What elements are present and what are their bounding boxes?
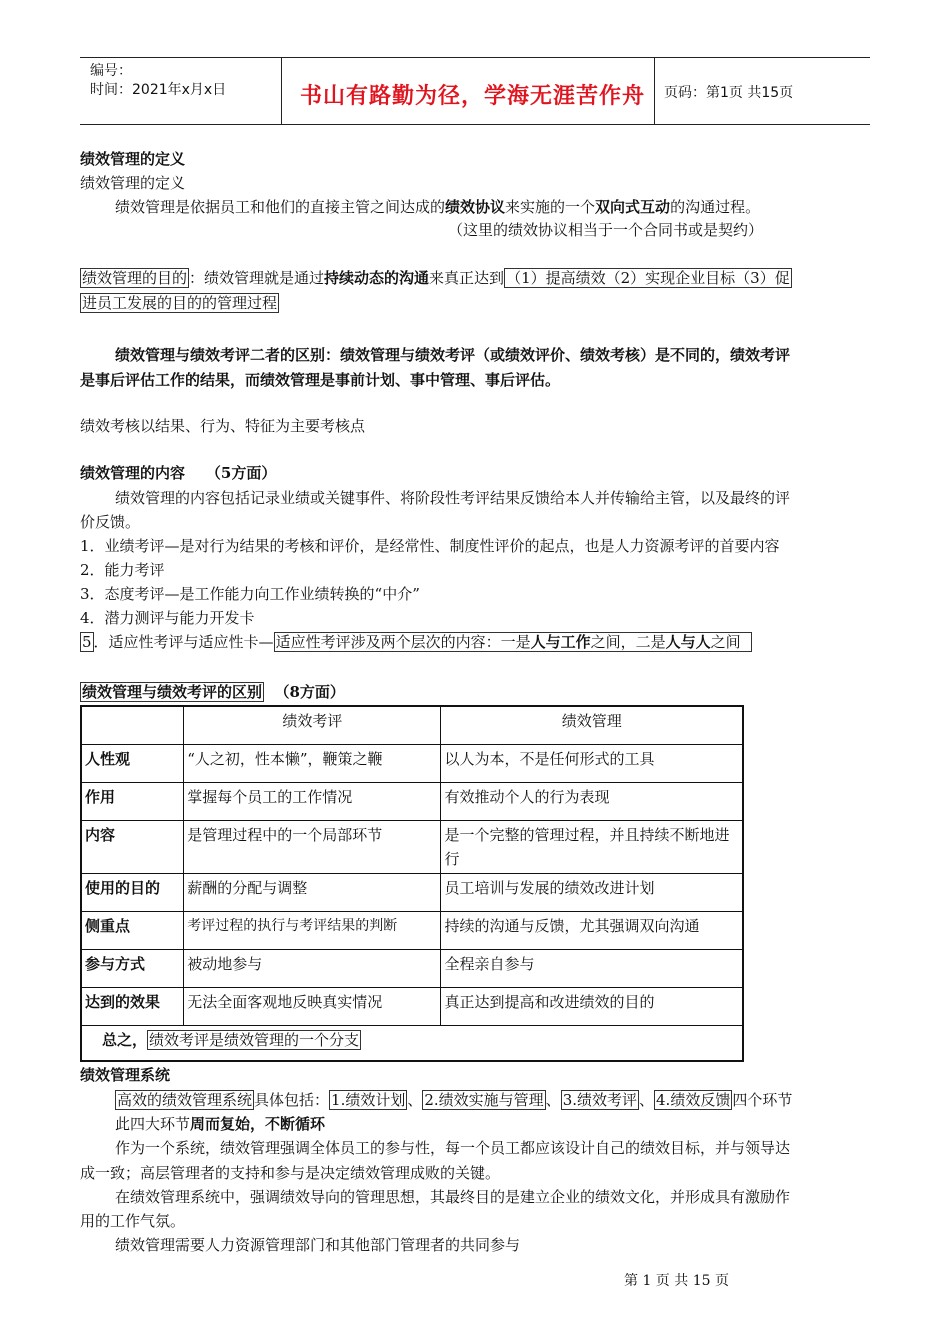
section-title-content: 绩效管理的内容 （5方面） xyxy=(80,464,277,482)
purpose-line2: 进员工发展的目的的管理过程 xyxy=(82,294,278,312)
purpose-line1: 绩效管理的目的 ：绩效管理就是通过持续动态的沟通来真正达到 （1）提高绩效（2）实现企业目标（3）促 xyxy=(82,269,790,287)
page-indicator: 页码：第1页 共15页 xyxy=(664,85,794,101)
header-top-rule xyxy=(80,57,870,58)
table-title: 绩效管理与绩效考评的区别 （8方面） xyxy=(82,683,345,701)
table-row: 参与方式 被动地参与 全程亲自参与 xyxy=(81,949,743,987)
system-para2-1: 在绩效管理系统中，强调绩效导向的管理思想，其最终目的是建立企业的绩效文化，并形成具有激励作 xyxy=(115,1188,791,1206)
content-item-4: 4．潜力测评与能力开发卡 xyxy=(80,609,255,627)
purpose-label: 绩效管理的目的 xyxy=(82,269,188,287)
system-cycle-line: 此四大环节周而复始，不断循环 xyxy=(115,1115,326,1133)
content-item-3: 3．态度考评—是工作能力向工作业绩转换的“中介” xyxy=(80,585,420,603)
system-para3: 绩效管理需要人力资源管理部门和其他部门管理者的共同参与 xyxy=(115,1236,521,1254)
definition-text: 绩效管理是依据员工和他们的直接主管之间达成的绩效协议来实施的一个双向式互动的沟通过程。 xyxy=(115,198,761,216)
content-intro-2: 价反馈。 xyxy=(80,513,141,531)
system-para1-1: 作为一个系统，绩效管理强调全体员工的参与性，每一个员工都应该设计自己的绩效目标，并与领导达 xyxy=(115,1139,791,1157)
header-divider-left xyxy=(281,57,282,125)
table-header-row xyxy=(81,706,743,744)
table-row: 内容 是管理过程中的一个局部环节 是一个完整的管理过程，并且持续不断地进行 xyxy=(81,820,743,873)
subtitle-definition: 绩效管理的定义 xyxy=(80,174,186,192)
table-row: 作用 掌握每个员工的工作情况 有效推动个人的行为表现 xyxy=(81,782,743,820)
header-divider-right xyxy=(654,57,655,125)
system-para2-2: 用的工作气氛。 xyxy=(80,1212,186,1230)
content-item-1: 1．业绩考评—是对行为结果的考核和评价，是经常性、制度性评价的起点，也是人力资源考评的首要内容 xyxy=(80,537,780,555)
col-header-assessment: 绩效考评 xyxy=(184,706,441,744)
table-row: 使用的目的 薪酬的分配与调整 员工培训与发展的绩效改进计划 xyxy=(81,873,743,911)
header-motto: 书山有路勤为径，学海无涯苦作舟 xyxy=(300,83,646,109)
table-row: 达到的效果 无法全面客观地反映真实情况 真正达到提高和改进绩效的目的 xyxy=(81,987,743,1025)
content-item-5: 5 ．适应性考评与适应性卡— 适应性考评涉及两个层次的内容：一是人与工作之间，二是人与人之间 xyxy=(80,631,752,652)
purpose-goals: （1）提高绩效（2）实现企业目标（3）促 xyxy=(506,269,790,287)
section-title-system: 绩效管理系统 xyxy=(80,1066,171,1084)
content-item-2: 2．能力考评 xyxy=(80,561,165,579)
assessment-note: 绩效考核以结果、行为、特征为主要考核点 xyxy=(80,417,366,435)
doc-number-label: 编号： xyxy=(90,63,132,79)
summary-text: 绩效考评是绩效管理的一个分支 xyxy=(149,1030,360,1049)
header-bottom-rule xyxy=(80,124,870,125)
system-para1-2: 成一致；高层管理者的支持和参与是决定绩效管理成败的关键。 xyxy=(80,1164,501,1182)
difference-line1: 绩效管理与绩效考评二者的区别：绩效管理与绩效考评（或绩效评价、绩效考核）是不同的，绩效考评 xyxy=(115,346,791,364)
section-title-definition: 绩效管理的定义 xyxy=(80,150,186,168)
table-row: 侧重点 考评过程的执行与考评结果的判断 持续的沟通与反馈，尤其强调双向沟通 xyxy=(81,911,743,949)
col-header-management: 绩效管理 xyxy=(441,706,743,744)
content-intro-1: 绩效管理的内容包括记录业绩或关键事件、将阶段性考评结果反馈给本人并传输给主管，以及最终的评 xyxy=(115,489,791,507)
system-steps-line: 高效的绩效管理系统 具体包括： 1.绩效计划 、 2.绩效实施与管理 、 3.绩效考评 、 4.绩效反馈 四个环节 xyxy=(117,1091,793,1109)
difference-line2: 是事后评估工作的结果，而绩效管理是事前计划、事中管理、事后评估。 xyxy=(80,371,561,389)
table-summary-row: 总之， 绩效考评是绩效管理的一个分支 xyxy=(81,1025,743,1061)
definition-note: （这里的绩效协议相当于一个合同书或是契约） xyxy=(448,221,764,239)
footer-page-number: 第 1 页 共 15 页 xyxy=(624,1273,729,1289)
comparison-table xyxy=(80,705,744,1062)
doc-time-label: 时间：2021年x月x日 xyxy=(90,82,227,98)
table-row: 人性观 “人之初，性本懒”，鞭策之鞭 以人为本，不是任何形式的工具 xyxy=(81,744,743,782)
